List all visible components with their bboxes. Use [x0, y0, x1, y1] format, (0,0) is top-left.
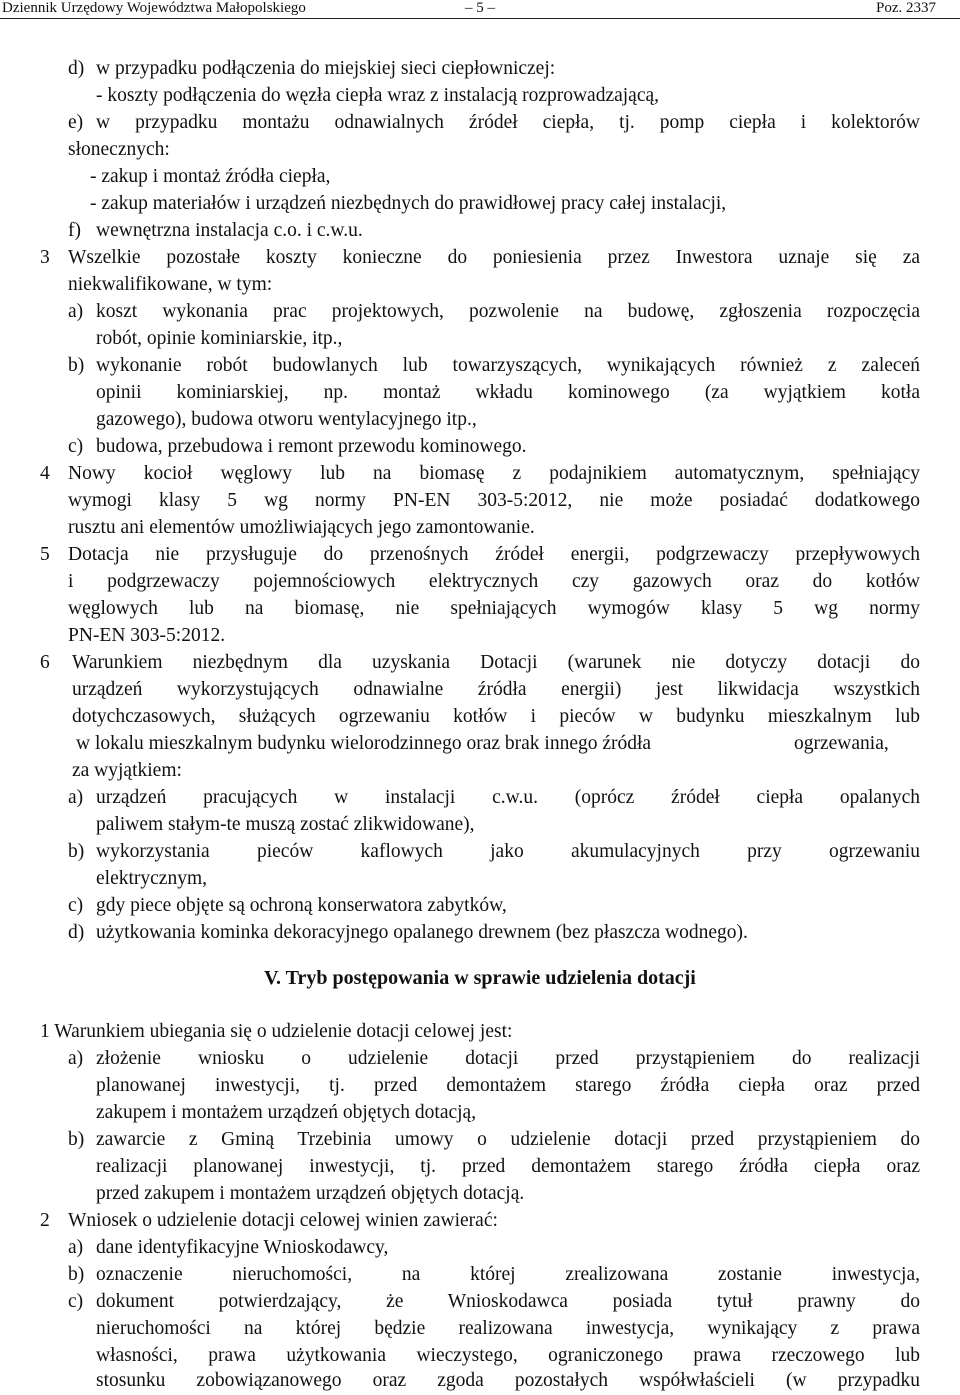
text-line: w przypadku montażu odnawialnych źródeł ciepła, tj. pomp ciepła i kolektorów — [96, 112, 920, 133]
text-line: Warunkiem niezbędnym dla uzyskania Dotacji (warunek nie dotyczy dotacji do — [72, 652, 920, 673]
text-line: użytkowania kominka dekoracyjnego opalanego drewnem (bez płaszcza wodnego). — [96, 922, 748, 943]
paragraph-number-6: 6 — [40, 652, 50, 673]
list-marker-f: f) — [68, 220, 81, 241]
text-line: wykorzystania pieców kaflowych jako akumulacyjnych przy ogrzewaniu — [96, 841, 920, 862]
text-line: Wniosek o udzielenie dotacji celowej winien zawierać: — [68, 1210, 498, 1231]
list-marker-d: d) — [68, 58, 85, 79]
text-line: zawarcie z Gminą Trzebinia umowy o udzielenie dotacji przed przystąpieniem do — [96, 1129, 920, 1150]
text-line: niekwalifikowane, w tym: — [68, 274, 273, 295]
text-line: realizacji planowanej inwestycji, tj. przed demontażem starego źródła ciepła oraz — [96, 1156, 920, 1177]
text-line: - zakup i montaż źródła ciepła, — [90, 166, 331, 187]
text-line: elektrycznym, — [96, 868, 207, 889]
text-line: słonecznych: — [68, 139, 170, 160]
paragraph-number-2: 2 — [40, 1210, 50, 1231]
text-line: i podgrzewaczy pojemnościowych elektrycznych czy gazowych oraz do kotłów — [68, 571, 920, 592]
text-line: w lokalu mieszkalnym budynku wielorodzinnego oraz brak innego źródła — [76, 733, 652, 754]
text-line: w przypadku podłączenia do miejskiej sieci ciepłowniczej: — [96, 58, 556, 79]
text-line: złożenie wniosku o udzielenie dotacji przed przystąpieniem do realizacji — [96, 1048, 920, 1069]
text-line: dotychczasowych, służących ogrzewaniu kotłów i pieców w budynku mieszkalnym lub — [72, 706, 920, 727]
text-line: Nowy kocioł węglowy lub na biomasę z podajnikiem automatycznym, spełniający — [68, 463, 920, 484]
text-line: stosunku zobowiązanowego oraz zgoda pozostałych współwłaścieli (w przypadku — [96, 1370, 920, 1391]
text-line: nieruchomości na której będzie realizowana inwestycja, wynikający z prawa — [96, 1318, 920, 1339]
list-marker-b: b) — [68, 841, 85, 862]
text-line: robót, opinie kominiarskie, itp., — [96, 328, 343, 349]
text-line: opinii kominiarskiej, np. montaż wkładu kominowego (za wyjątkiem kotła — [96, 382, 920, 403]
text-line: gdy piece objęte są ochroną konserwatora zabytków, — [96, 895, 507, 916]
list-marker-c: c) — [68, 1291, 84, 1312]
text-line: wymogi klasy 5 wg normy PN-EN 303-5:2012, nie może posiadać dodatkowego — [68, 490, 920, 511]
text-line: oznaczenie nieruchomości, na której zrealizowana zostanie inwestycja, — [96, 1264, 920, 1285]
text-line: wewnętrzna instalacja c.o. i c.w.u. — [96, 220, 363, 241]
journal-name: Dziennik Urzędowy Województwa Małopolskiego — [2, 0, 306, 16]
paragraph-number-4: 4 — [40, 463, 50, 484]
text-line: urządzeń wykorzystujących odnawialne źródła energii) jest likwidacja wszystkich — [72, 679, 920, 700]
text-line: przed zakupem i montażem urządzeń objętych dotacją. — [96, 1183, 525, 1204]
text-line: węglowych lub na biomasę, nie spełniających wymogów klasy 5 wg normy — [68, 598, 920, 619]
text-line: rusztu ani elementów umożliwiających jego zamontowanie. — [68, 517, 535, 538]
text-line: urządzeń pracujących w instalacji c.w.u. (oprócz źródeł ciepła opalanych — [96, 787, 920, 808]
text-line: budowa, przebudowa i remont przewodu kominowego. — [96, 436, 527, 457]
text-line: koszt wykonania prac projektowych, pozwolenie na budowę, zgłoszenia rozpoczęcia — [96, 301, 920, 322]
text-line: zakupem i montażem urządzeń objętych dotacją, — [96, 1102, 477, 1123]
list-marker-d: d) — [68, 922, 85, 943]
text-line: za wyjątkiem: — [72, 760, 182, 781]
text-line: PN-EN 303-5:2012. — [68, 625, 226, 646]
paragraph-number-5: 5 — [40, 544, 50, 565]
list-marker-b: b) — [68, 1129, 85, 1150]
list-marker-a: a) — [68, 1237, 84, 1258]
list-marker-c: c) — [68, 436, 84, 457]
text-line: dokument potwierdzający, że Wnioskodawca posiada tytuł prawny do — [96, 1291, 920, 1312]
page-header — [0, 0, 960, 19]
text-line: gazowego), budowa otworu wentylacyjnego itp., — [96, 409, 477, 430]
text-line: - koszty podłączenia do węzła ciepła wraz z instalacją rozprowadzającą, — [96, 85, 660, 106]
text-line: paliwem stałym-te muszą zostać zlikwidowane), — [96, 814, 475, 835]
section-title: V. Tryb postępowania w sprawie udzielenia dotacji — [264, 967, 696, 989]
text-line: planowanej inwestycji, tj. przed demontażem starego źródła ciepła oraz przed — [96, 1075, 920, 1096]
text-line: ogrzewania, — [794, 733, 889, 754]
position-number: Poz. 2337 — [876, 0, 936, 16]
list-marker-c: c) — [68, 895, 84, 916]
list-marker-e: e) — [68, 112, 84, 133]
page-number: – 5 – — [465, 0, 495, 16]
paragraph-number-3: 3 — [40, 247, 50, 268]
list-marker-b: b) — [68, 1264, 85, 1285]
list-marker-a: a) — [68, 1048, 84, 1069]
text-line: 1 Warunkiem ubiegania się o udzielenie dotacji celowej jest: — [40, 1021, 513, 1042]
text-line: wykonanie robót budowlanych lub towarzyszących, wynikających również z zaleceń — [96, 355, 920, 376]
list-marker-a: a) — [68, 301, 84, 322]
list-marker-b: b) — [68, 355, 85, 376]
text-line: własności, prawa użytkowania wieczystego, ograniczonego prawa rzeczowego lub — [96, 1345, 920, 1366]
text-line: Wszelkie pozostałe koszty konieczne do poniesienia przez Inwestora uznaje się za — [68, 247, 920, 268]
text-line: dane identyfikacyjne Wnioskodawcy, — [96, 1237, 389, 1258]
text-line: - zakup materiałów i urządzeń niezbędnych do prawidłowej pracy całej instalacji, — [90, 193, 727, 214]
list-marker-a: a) — [68, 787, 84, 808]
text-line: Dotacja nie przysługuje do przenośnych źródeł energii, podgrzewaczy przepływowych — [68, 544, 920, 565]
